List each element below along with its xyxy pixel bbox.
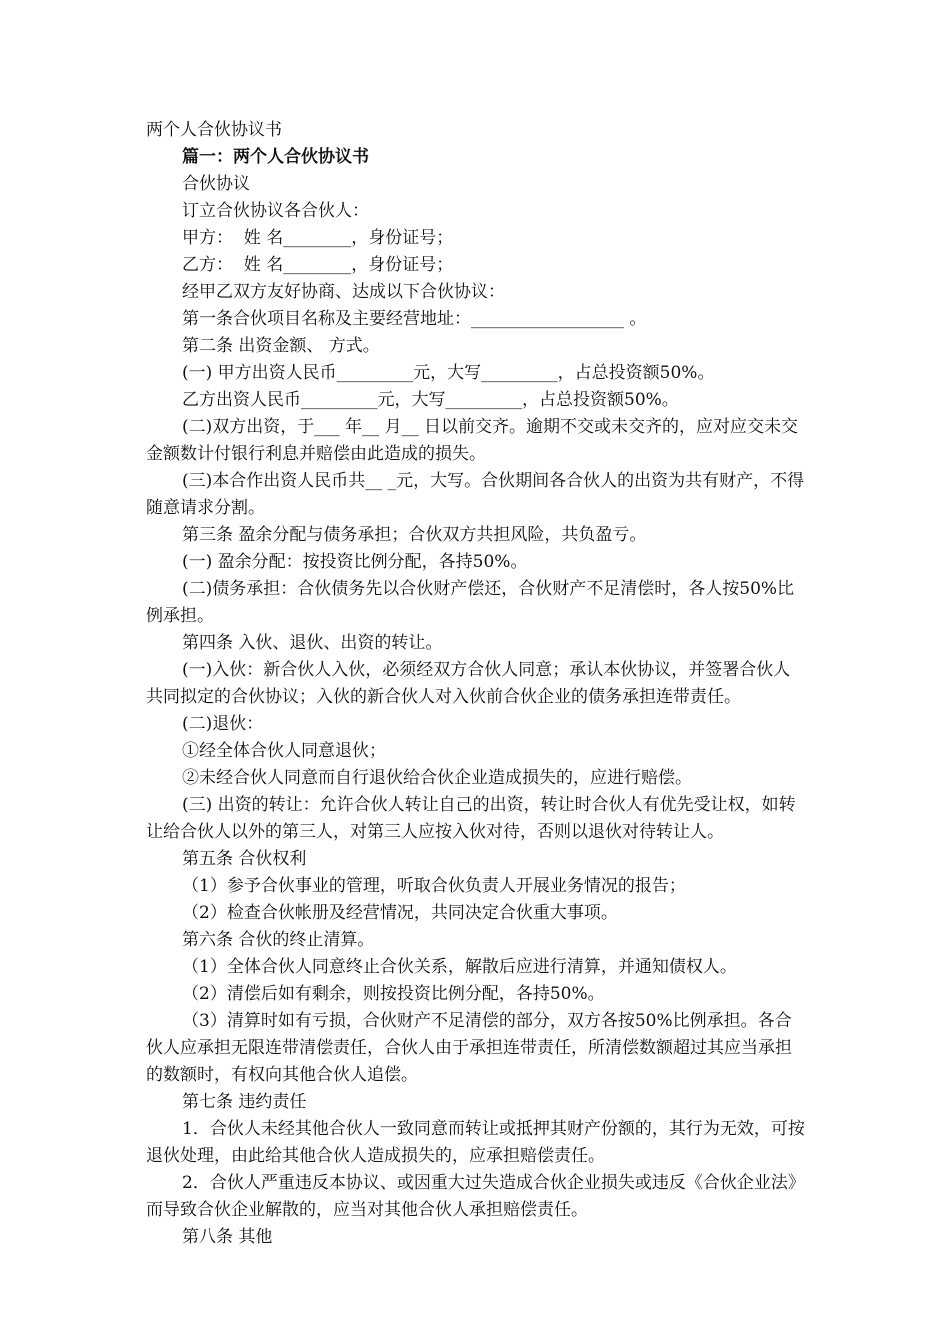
paragraph: 订立合伙协议各合伙人： <box>182 201 369 221</box>
paragraph: （1）参予合伙事业的管理，听取合伙负责人开展业务情况的报告； <box>182 876 686 896</box>
paragraph: 第二条 出资金额、 方式。 <box>182 336 380 356</box>
paragraph: (一)入伙：新合伙人入伙，必须经双方合伙人同意；承认本伙协议，并签署合伙人共同拟定的合伙协议；入伙的新合伙人对入伙前合伙企业的债务承担连带责任。 <box>146 660 791 707</box>
paragraph: (二)退伙： <box>182 714 264 734</box>
paragraph: 第七条 违约责任 <box>182 1092 307 1112</box>
document-title: 两个人合伙协议书 <box>146 120 282 140</box>
paragraph: (三) 出资的转让：允许合伙人转让自己的出资，转让时合伙人有优先受让权，如转让给合伙人以外的第三人，对第三人应按入伙对待，否则以退伙对待转让人。 <box>146 795 796 842</box>
paragraph: 第三条 盈余分配与债务承担；合伙双方共担风险，共负盈亏。 <box>182 525 647 545</box>
paragraph: (三)本合作出资人民币共__ _元，大写。合伙期间各合伙人的出资为共有财产，不得随意请求分割。 <box>146 471 805 518</box>
section-heading: 篇一：两个人合伙协议书 <box>182 147 369 167</box>
paragraph: (一) 甲方出资人民币_________元，大写_________，占总投资额50%。 <box>182 363 715 383</box>
paragraph: （2）检查合伙帐册及经营情况，共同决定合伙重大事项。 <box>182 903 618 923</box>
paragraph: 合伙协议 <box>182 174 250 194</box>
paragraph: ①经全体合伙人同意退伙； <box>182 741 386 761</box>
paragraph: (二)双方出资，于___ 年__ 月__ 日以前交齐。逾期不交或未交齐的，应对应交未交金额数计付银行利息并赔偿由此造成的损失。 <box>146 417 798 464</box>
paragraph: (一) 盈余分配：按投资比例分配，各持50%。 <box>182 552 528 572</box>
paragraph: 经甲乙双方友好协商、达成以下合伙协议： <box>182 282 505 302</box>
paragraph: 乙方： 姓 名________，身份证号； <box>182 255 454 275</box>
paragraph: （2）清偿后如有剩余，则按投资比例分配，各持50%。 <box>182 984 605 1004</box>
paragraph: 第四条 入伙、退伙、出资的转让。 <box>182 633 443 653</box>
paragraph: 1．合伙人未经其他合伙人一致同意而转让或抵押其财产份额的，其行为无效，可按退伙处理，由此给其他合伙人造成损失的，应承担赔偿责任。 <box>146 1119 805 1166</box>
paragraph: (二)债务承担：合伙债务先以合伙财产偿还，合伙财产不足清偿时，各人按50%比例承担。 <box>146 579 795 626</box>
paragraph: （3）清算时如有亏损，合伙财产不足清偿的部分，双方各按50%比例承担。各合伙人应承担无限连带清偿责任，合伙人由于承担连带责任，所清偿数额超过其应当承担的数额时，有权向其他合伙人追偿。 <box>146 1011 792 1085</box>
paragraph: 第一条合伙项目名称及主要经营地址：__________________ 。 <box>182 309 647 329</box>
paragraph: ②未经合伙人同意而自行退伙给合伙企业造成损失的，应进行赔偿。 <box>182 768 692 788</box>
document-page <box>146 117 806 1251</box>
paragraph: 第五条 合伙权利 <box>182 849 307 869</box>
paragraph: 甲方： 姓 名________，身份证号； <box>182 228 454 248</box>
paragraph: 2．合伙人严重违反本协议、或因重大过失造成合伙企业损失或违反《合伙企业法》而导致合伙企业解散的，应当对其他合伙人承担赔偿责任。 <box>146 1173 805 1220</box>
paragraph: 乙方出资人民币_________元，大写_________，占总投资额50%。 <box>182 390 679 410</box>
paragraph: （1）全体合伙人同意终止合伙关系，解散后应进行清算，并通知债权人。 <box>182 957 737 977</box>
paragraph: 第六条 合伙的终止清算。 <box>182 930 375 950</box>
paragraph: 第八条 其他 <box>182 1227 273 1247</box>
